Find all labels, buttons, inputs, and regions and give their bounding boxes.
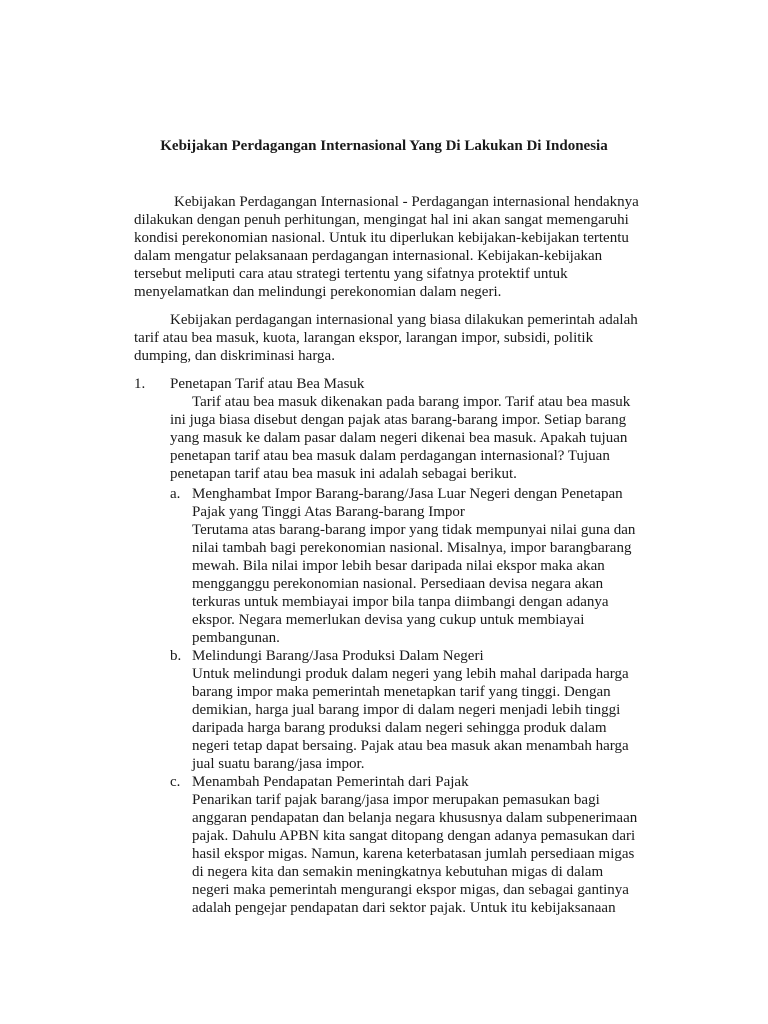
item-c-heading-line-1: Menambah Pendapatan Pemerintah dari Pajak: [192, 774, 469, 790]
section-1-heading: Penetapan Tarif atau Bea Masuk: [170, 376, 365, 392]
document-title: Kebijakan Perdagangan Internasional Yang Di Lakukan Di Indonesia: [160, 138, 608, 154]
item-a-heading-line-1: Menghambat Impor Barang-barang/Jasa Luar Negeri dengan Penetapan: [192, 486, 623, 502]
section-1-body-line-1: Tarif atau bea masuk dikenakan pada barang impor. Tarif atau bea masuk: [192, 394, 631, 410]
section-1-body-line-4: penetapan tarif atau bea masuk dalam perdagangan internasional? Tujuan: [170, 448, 610, 464]
item-b-body-line-1: Untuk melindungi produk dalam negeri yang lebih mahal daripada harga: [192, 666, 629, 682]
item-a-body-line-6: ekspor. Negara memerlukan devisa yang cukup untuk membiayai: [192, 612, 585, 628]
item-c-letter: c.: [170, 774, 181, 790]
item-c-body-line-4: hasil ekspor migas. Namun, karena keterbatasan jumlah persediaan migas: [192, 846, 635, 862]
item-c-body-line-6: negeri maka pemerintah mengurangi ekspor migas, dan sebagai gantinya: [192, 882, 629, 898]
item-a-body-line-4: mengganggu perekonomian nasional. Persediaan devisa negara akan: [192, 576, 604, 592]
item-a-heading-line-2: Pajak yang Tinggi Atas Barang-barang Impor: [192, 504, 465, 520]
item-c-body-line-1: Penarikan tarif pajak barang/jasa impor merupakan pemasukan bagi: [192, 792, 600, 808]
item-a-body-line-5: terkuras untuk membiayai impor bila tanpa diimbangi dengan adanya: [192, 594, 609, 610]
intro-line-1: Kebijakan Perdagangan Internasional - Perdagangan internasional hendaknya: [174, 194, 639, 210]
paragraph2-line-1: Kebijakan perdagangan internasional yang biasa dilakukan pemerintah adalah: [170, 312, 638, 328]
section-1-number: 1.: [134, 376, 146, 392]
section-1-body-line-2: ini juga biasa disebut dengan pajak atas barang-barang impor. Setiap barang: [170, 412, 627, 428]
item-b-body-line-4: daripada harga barang produksi dalam negeri sehingga produk dalam: [192, 720, 607, 736]
item-a-body-line-7: pembangunan.: [192, 630, 280, 646]
intro-line-6: menyelamatkan dan melindungi perekonomian dalam negeri.: [134, 284, 502, 300]
intro-line-2: dilakukan dengan penuh perhitungan, mengingat hal ini akan sangat memengaruhi: [134, 212, 629, 228]
item-c-body-line-5: di negera kita dan semakin meningkatnya kebutuhan migas di dalam: [192, 864, 604, 880]
section-1-body-line-5: penetapan tarif atau bea masuk ini adalah sebagai berikut.: [170, 466, 517, 482]
item-b-body-line-2: barang impor maka pemerintah menetapkan tarif yang tinggi. Dengan: [192, 684, 611, 700]
item-b-body-line-5: negeri tetap dapat bersaing. Pajak atau bea masuk akan menambah harga: [192, 738, 629, 754]
item-b-letter: b.: [170, 648, 182, 664]
item-b-body-line-6: jual suatu barang/jasa impor.: [192, 756, 365, 772]
intro-line-3: kondisi perekonomian nasional. Untuk itu diperlukan kebijakan-kebijakan tertentu: [134, 230, 629, 246]
item-b-heading-line-1: Melindungi Barang/Jasa Produksi Dalam Negeri: [192, 648, 484, 664]
item-a-body-line-1: Terutama atas barang-barang impor yang tidak mempunyai nilai guna dan: [192, 522, 636, 538]
item-a-letter: a.: [170, 486, 181, 502]
item-a-body-line-3: mewah. Bila nilai impor lebih besar daripada nilai ekspor maka akan: [192, 558, 605, 574]
section-1-body-line-3: yang masuk ke dalam pasar dalam negeri dikenai bea masuk. Apakah tujuan: [170, 430, 628, 446]
item-c-body-line-3: pajak. Dahulu APBN kita sangat ditopang dengan adanya pemasukan dari: [192, 828, 636, 844]
paragraph2-line-3: dumping, dan diskriminasi harga.: [134, 348, 335, 364]
intro-line-4: dalam mengatur pelaksanaan perdagangan internasional. Kebijakan-kebijakan: [134, 248, 603, 264]
item-b-body-line-3: demikian, harga jual barang impor di dalam negeri menjadi lebih tinggi: [192, 702, 621, 718]
intro-line-5: tersebut meliputi cara atau strategi tertentu yang sifatnya protektif untuk: [134, 266, 568, 282]
item-c-body-line-7: adalah pengejar pendapatan dari sektor pajak. Untuk itu kebijaksanaan: [192, 900, 616, 916]
item-a-body-line-2: nilai tambah bagi perekonomian nasional. Misalnya, impor barangbarang: [192, 540, 632, 556]
paragraph2-line-2: tarif atau bea masuk, kuota, larangan ekspor, larangan impor, subsidi, politik: [134, 330, 594, 346]
item-c-body-line-2: anggaran pendapatan dan belanja negara khususnya dalam subpenerimaan: [192, 810, 638, 826]
